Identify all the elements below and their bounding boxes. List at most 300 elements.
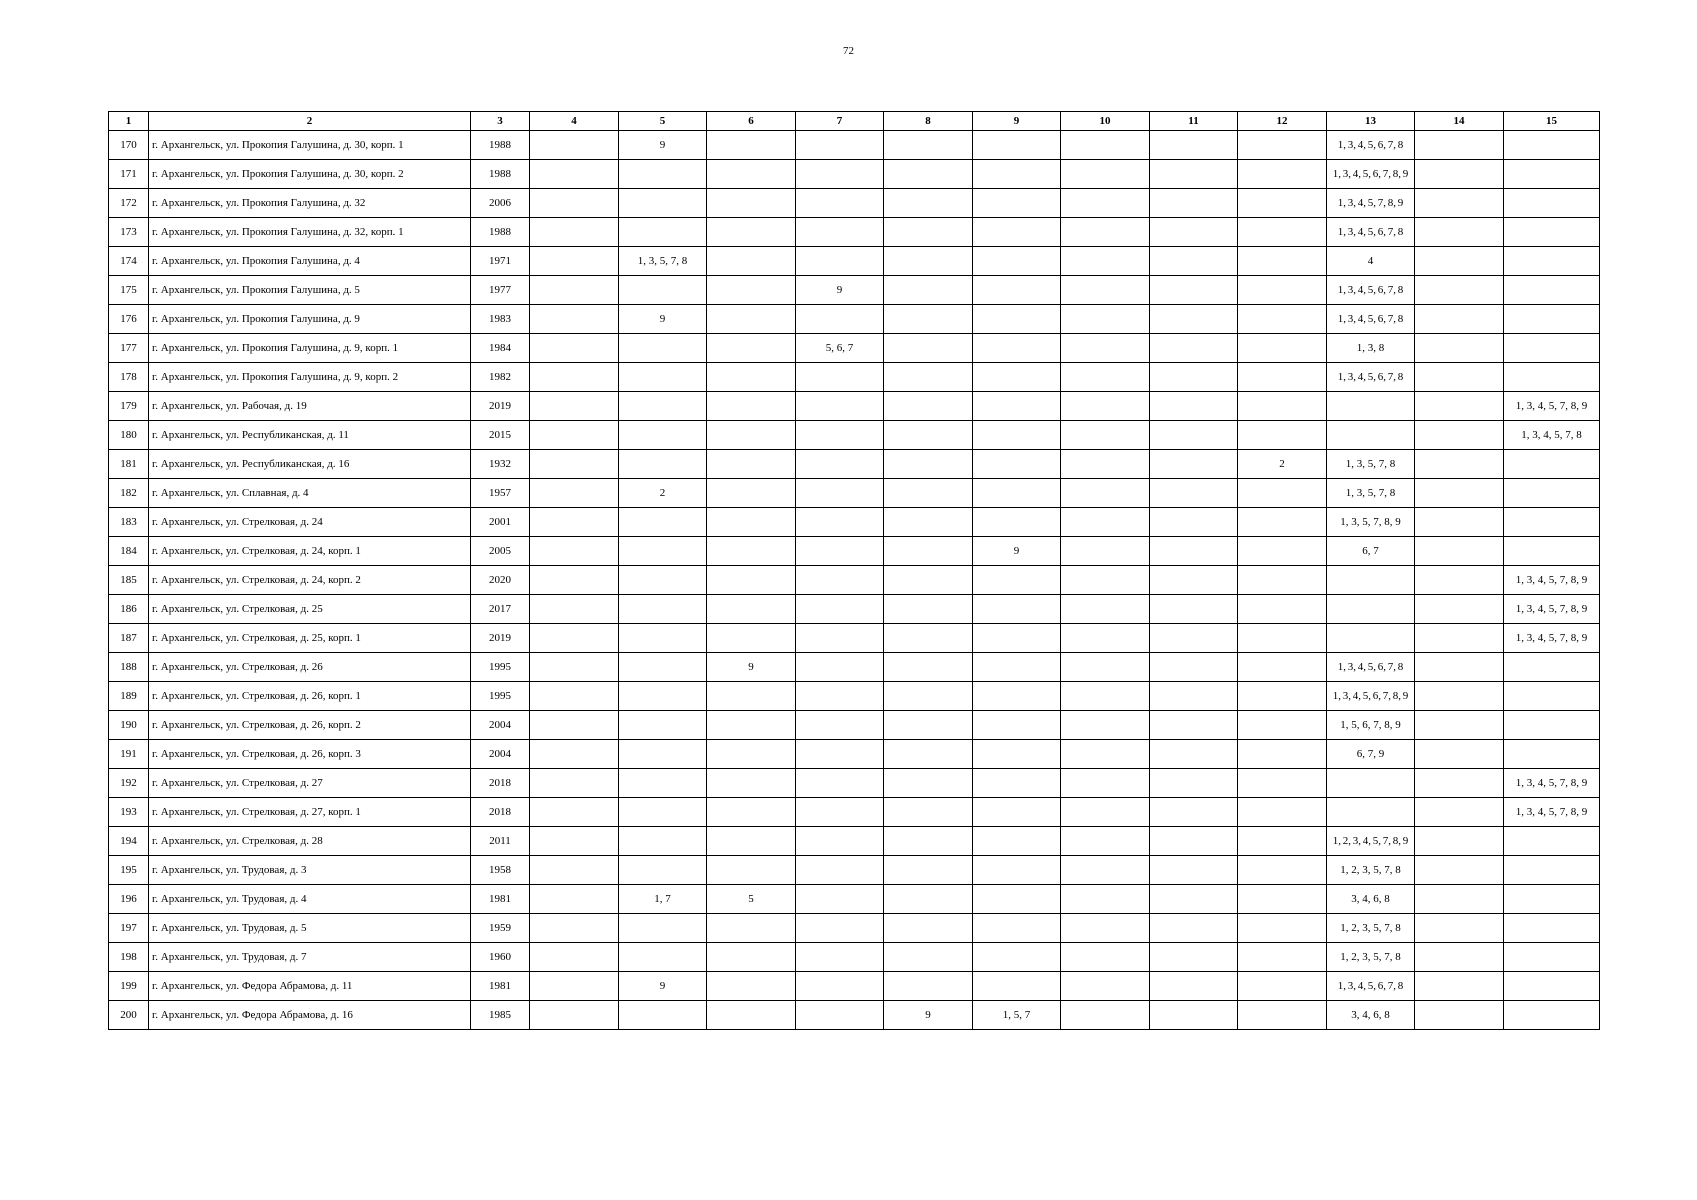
- column-header-1: 1: [109, 112, 149, 131]
- table-cell: [973, 624, 1061, 653]
- table-cell: [884, 653, 973, 682]
- table-cell: [1415, 624, 1504, 653]
- table-cell: [1415, 798, 1504, 827]
- table-cell: [1150, 972, 1238, 1001]
- table-cell: [530, 276, 619, 305]
- table-cell: [1238, 1001, 1327, 1030]
- table-cell: [796, 392, 884, 421]
- table-cell: [1327, 421, 1415, 450]
- table-cell: [530, 885, 619, 914]
- table-cell: [796, 363, 884, 392]
- table-cell: [619, 421, 707, 450]
- table-cell: [1415, 334, 1504, 363]
- table-cell: [1061, 566, 1150, 595]
- table-cell: [1415, 276, 1504, 305]
- table-cell: [707, 421, 796, 450]
- table-cell: [1238, 798, 1327, 827]
- table-cell: [973, 305, 1061, 334]
- table-row: [109, 798, 1600, 827]
- address-cell: г. Архангельск, ул. Прокопия Галушина, д. 4: [149, 247, 471, 276]
- table-cell: [530, 972, 619, 1001]
- table-cell: 6, 7: [1327, 537, 1415, 566]
- table-cell: 1, 3, 4, 5, 6, 7, 8: [1327, 131, 1415, 160]
- table-cell: 1, 5, 7: [973, 1001, 1061, 1030]
- table-cell: [1061, 914, 1150, 943]
- table-cell: 1, 3, 4, 5, 7, 8, 9: [1504, 769, 1600, 798]
- table-cell: [884, 769, 973, 798]
- table-cell: [619, 769, 707, 798]
- table-cell: [1061, 885, 1150, 914]
- table-cell: [1150, 711, 1238, 740]
- table-cell: [1150, 827, 1238, 856]
- table-cell: [1238, 421, 1327, 450]
- table-cell: [1415, 711, 1504, 740]
- address-cell: г. Архангельск, ул. Федора Абрамова, д. 16: [149, 1001, 471, 1030]
- address-cell: г. Архангельск, ул. Прокопия Галушина, д. 5: [149, 276, 471, 305]
- column-header-7: 7: [796, 112, 884, 131]
- table-row: [109, 885, 1600, 914]
- table-cell: [1415, 740, 1504, 769]
- table-cell: [1061, 247, 1150, 276]
- table-cell: [707, 1001, 796, 1030]
- row-number-cell: 183: [109, 508, 149, 537]
- table-cell: [973, 972, 1061, 1001]
- table-cell: [530, 508, 619, 537]
- table-cell: [973, 856, 1061, 885]
- table-cell: 9: [973, 537, 1061, 566]
- address-cell: г. Архангельск, ул. Стрелковая, д. 27: [149, 769, 471, 798]
- table-cell: [707, 160, 796, 189]
- table-cell: [973, 392, 1061, 421]
- table-row: [109, 189, 1600, 218]
- table-cell: 9: [796, 276, 884, 305]
- table-cell: [1415, 363, 1504, 392]
- housing-register-table: [108, 111, 1600, 1030]
- table-cell: [1238, 624, 1327, 653]
- table-cell: [1504, 276, 1600, 305]
- table-cell: 2005: [471, 537, 530, 566]
- table-cell: [1150, 218, 1238, 247]
- table-cell: 1, 3, 4, 5, 6, 7, 8: [1327, 218, 1415, 247]
- table-cell: [530, 769, 619, 798]
- table-cell: [1504, 305, 1600, 334]
- table-cell: [1150, 334, 1238, 363]
- table-cell: [796, 624, 884, 653]
- table-cell: [1061, 653, 1150, 682]
- table-cell: [1415, 972, 1504, 1001]
- table-cell: [1238, 479, 1327, 508]
- table-cell: 4: [1327, 247, 1415, 276]
- table-cell: [1504, 711, 1600, 740]
- table-cell: [973, 566, 1061, 595]
- table-cell: [796, 740, 884, 769]
- row-number-cell: 182: [109, 479, 149, 508]
- table-cell: 5: [707, 885, 796, 914]
- table-cell: 1985: [471, 1001, 530, 1030]
- table-cell: [1150, 276, 1238, 305]
- table-cell: [884, 305, 973, 334]
- table-cell: 1988: [471, 131, 530, 160]
- table-cell: [707, 450, 796, 479]
- table-row: [109, 247, 1600, 276]
- table-cell: [619, 508, 707, 537]
- table-cell: [530, 595, 619, 624]
- table-cell: 1981: [471, 972, 530, 1001]
- table-row: [109, 595, 1600, 624]
- table-cell: 5, 6, 7: [796, 334, 884, 363]
- table-cell: [884, 711, 973, 740]
- table-cell: [619, 537, 707, 566]
- table-cell: [796, 160, 884, 189]
- column-header-8: 8: [884, 112, 973, 131]
- address-cell: г. Архангельск, ул. Стрелковая, д. 26, корп. 3: [149, 740, 471, 769]
- table-row: [109, 566, 1600, 595]
- table-cell: [796, 769, 884, 798]
- table-cell: [973, 276, 1061, 305]
- table-cell: [1238, 218, 1327, 247]
- table-cell: [1150, 479, 1238, 508]
- table-cell: [1061, 421, 1150, 450]
- table-cell: [1061, 624, 1150, 653]
- table-cell: [1415, 450, 1504, 479]
- column-header-5: 5: [619, 112, 707, 131]
- row-number-cell: 175: [109, 276, 149, 305]
- table-cell: [619, 943, 707, 972]
- table-cell: 1, 3, 4, 5, 6, 7, 8: [1327, 363, 1415, 392]
- table-cell: 1995: [471, 682, 530, 711]
- table-cell: [1504, 827, 1600, 856]
- table-cell: [1150, 624, 1238, 653]
- table-cell: [1238, 276, 1327, 305]
- address-cell: г. Архангельск, ул. Республиканская, д. 11: [149, 421, 471, 450]
- table-cell: [796, 421, 884, 450]
- table-cell: [1504, 508, 1600, 537]
- table-cell: [796, 131, 884, 160]
- table-cell: [973, 363, 1061, 392]
- table-cell: [1061, 682, 1150, 711]
- table-cell: [796, 682, 884, 711]
- address-cell: г. Архангельск, ул. Трудовая, д. 4: [149, 885, 471, 914]
- table-cell: [1415, 566, 1504, 595]
- table-cell: [707, 595, 796, 624]
- row-number-cell: 187: [109, 624, 149, 653]
- table-cell: [884, 392, 973, 421]
- table-cell: [707, 740, 796, 769]
- table-cell: [884, 856, 973, 885]
- table-cell: [884, 885, 973, 914]
- table-cell: [1504, 740, 1600, 769]
- table-cell: [796, 189, 884, 218]
- table-cell: [973, 508, 1061, 537]
- table-row: [109, 1001, 1600, 1030]
- table-cell: [1327, 798, 1415, 827]
- row-number-cell: 200: [109, 1001, 149, 1030]
- table-cell: [1415, 305, 1504, 334]
- table-cell: [619, 624, 707, 653]
- row-number-cell: 188: [109, 653, 149, 682]
- address-cell: г. Архангельск, ул. Стрелковая, д. 25: [149, 595, 471, 624]
- table-cell: [1061, 160, 1150, 189]
- row-number-cell: 184: [109, 537, 149, 566]
- table-row: [109, 653, 1600, 682]
- table-cell: [530, 740, 619, 769]
- table-cell: [884, 827, 973, 856]
- table-cell: [1061, 479, 1150, 508]
- row-number-cell: 172: [109, 189, 149, 218]
- table-cell: 1, 3, 4, 5, 7, 8, 9: [1504, 798, 1600, 827]
- table-cell: [1238, 769, 1327, 798]
- table-cell: 1960: [471, 943, 530, 972]
- table-cell: [707, 479, 796, 508]
- table-cell: [530, 218, 619, 247]
- row-number-cell: 190: [109, 711, 149, 740]
- address-cell: г. Архангельск, ул. Прокопия Галушина, д. 32, корп. 1: [149, 218, 471, 247]
- table-cell: [796, 885, 884, 914]
- table-row: [109, 769, 1600, 798]
- address-cell: г. Архангельск, ул. Прокопия Галушина, д. 30, корп. 2: [149, 160, 471, 189]
- table-cell: [530, 479, 619, 508]
- table-cell: [530, 450, 619, 479]
- table-cell: [619, 160, 707, 189]
- row-number-cell: 177: [109, 334, 149, 363]
- table-cell: 2017: [471, 595, 530, 624]
- table-cell: [884, 363, 973, 392]
- table-cell: [1150, 450, 1238, 479]
- table-cell: [619, 566, 707, 595]
- table-cell: [619, 798, 707, 827]
- table-cell: [973, 189, 1061, 218]
- table-cell: [796, 943, 884, 972]
- table-cell: [619, 189, 707, 218]
- table-cell: [530, 943, 619, 972]
- table-cell: [619, 653, 707, 682]
- row-number-cell: 198: [109, 943, 149, 972]
- table-row: [109, 276, 1600, 305]
- table-cell: [796, 595, 884, 624]
- table-cell: 1, 2, 3, 5, 7, 8: [1327, 856, 1415, 885]
- table-cell: [1061, 856, 1150, 885]
- table-cell: 1, 3, 5, 7, 8: [619, 247, 707, 276]
- table-cell: [530, 247, 619, 276]
- table-row: [109, 508, 1600, 537]
- table-cell: 2020: [471, 566, 530, 595]
- table-cell: [707, 827, 796, 856]
- table-cell: [1150, 305, 1238, 334]
- page-number: 72: [843, 45, 854, 57]
- table-cell: [619, 218, 707, 247]
- table-cell: [796, 566, 884, 595]
- table-cell: 1, 5, 6, 7, 8, 9: [1327, 711, 1415, 740]
- table-cell: [1150, 885, 1238, 914]
- table-row: [109, 624, 1600, 653]
- table-cell: [796, 1001, 884, 1030]
- table-cell: 1, 3, 4, 5, 7, 8, 9: [1504, 595, 1600, 624]
- table-cell: [884, 972, 973, 1001]
- table-cell: [530, 827, 619, 856]
- table-cell: [1238, 682, 1327, 711]
- address-cell: г. Архангельск, ул. Трудовая, д. 5: [149, 914, 471, 943]
- table-cell: [1415, 769, 1504, 798]
- table-cell: [1415, 247, 1504, 276]
- table-cell: [1504, 247, 1600, 276]
- table-cell: 1984: [471, 334, 530, 363]
- table-cell: [1061, 450, 1150, 479]
- table-cell: [1238, 711, 1327, 740]
- table-row: [109, 218, 1600, 247]
- table-cell: [1150, 247, 1238, 276]
- table-cell: 2006: [471, 189, 530, 218]
- address-cell: г. Архангельск, ул. Стрелковая, д. 24, корп. 1: [149, 537, 471, 566]
- table-cell: [796, 247, 884, 276]
- table-cell: 3, 4, 6, 8: [1327, 885, 1415, 914]
- row-number-cell: 197: [109, 914, 149, 943]
- address-cell: г. Архангельск, ул. Трудовая, д. 3: [149, 856, 471, 885]
- table-cell: [1238, 247, 1327, 276]
- table-cell: [884, 160, 973, 189]
- table-cell: 1958: [471, 856, 530, 885]
- table-cell: [1504, 682, 1600, 711]
- table-cell: [1415, 189, 1504, 218]
- table-cell: [1504, 885, 1600, 914]
- table-cell: [1061, 363, 1150, 392]
- table-cell: [1415, 914, 1504, 943]
- table-cell: [796, 856, 884, 885]
- table-cell: 1, 3, 4, 5, 6, 7, 8: [1327, 276, 1415, 305]
- table-cell: [1238, 856, 1327, 885]
- table-row: [109, 914, 1600, 943]
- column-header-10: 10: [1061, 112, 1150, 131]
- table-cell: [1150, 131, 1238, 160]
- table-cell: 1, 3, 5, 7, 8, 9: [1327, 508, 1415, 537]
- table-cell: [1415, 827, 1504, 856]
- table-cell: [1327, 624, 1415, 653]
- table-cell: [707, 711, 796, 740]
- table-cell: [1238, 827, 1327, 856]
- table-cell: [973, 827, 1061, 856]
- table-cell: [530, 160, 619, 189]
- row-number-cell: 179: [109, 392, 149, 421]
- table-cell: 1982: [471, 363, 530, 392]
- table-cell: [1238, 189, 1327, 218]
- table-cell: [1061, 740, 1150, 769]
- table-cell: [1238, 305, 1327, 334]
- table-cell: [1150, 189, 1238, 218]
- table-row: [109, 972, 1600, 1001]
- address-cell: г. Архангельск, ул. Стрелковая, д. 25, корп. 1: [149, 624, 471, 653]
- table-cell: [707, 914, 796, 943]
- table-cell: [707, 131, 796, 160]
- table-cell: [1415, 653, 1504, 682]
- table-cell: [884, 682, 973, 711]
- table-cell: [707, 392, 796, 421]
- row-number-cell: 195: [109, 856, 149, 885]
- table-cell: 1, 2, 3, 4, 5, 7, 8, 9: [1327, 827, 1415, 856]
- table-row: [109, 856, 1600, 885]
- table-cell: [1504, 479, 1600, 508]
- table-cell: [884, 508, 973, 537]
- table-cell: [1415, 508, 1504, 537]
- table-cell: [1238, 914, 1327, 943]
- table-cell: 1977: [471, 276, 530, 305]
- table-cell: [973, 131, 1061, 160]
- table-cell: 1, 3, 4, 5, 6, 7, 8, 9: [1327, 682, 1415, 711]
- table-cell: [1504, 972, 1600, 1001]
- table-row: [109, 392, 1600, 421]
- table-cell: [1150, 914, 1238, 943]
- table-cell: [1150, 798, 1238, 827]
- address-cell: г. Архангельск, ул. Стрелковая, д. 28: [149, 827, 471, 856]
- table-cell: [530, 421, 619, 450]
- table-cell: [1415, 885, 1504, 914]
- table-cell: [1415, 392, 1504, 421]
- table-cell: 9: [619, 131, 707, 160]
- table-cell: [1061, 334, 1150, 363]
- table-cell: [619, 711, 707, 740]
- table-cell: [619, 334, 707, 363]
- column-header-13: 13: [1327, 112, 1415, 131]
- table-cell: [707, 682, 796, 711]
- row-number-cell: 178: [109, 363, 149, 392]
- row-number-cell: 174: [109, 247, 149, 276]
- table-cell: [796, 914, 884, 943]
- column-header-12: 12: [1238, 112, 1327, 131]
- table-cell: [796, 479, 884, 508]
- table-cell: [884, 943, 973, 972]
- table-cell: [1415, 943, 1504, 972]
- row-number-cell: 180: [109, 421, 149, 450]
- table-row: [109, 160, 1600, 189]
- table-cell: [1150, 1001, 1238, 1030]
- address-cell: г. Архангельск, ул. Федора Абрамова, д. 11: [149, 972, 471, 1001]
- table-cell: [1327, 595, 1415, 624]
- table-cell: [707, 856, 796, 885]
- table-cell: [530, 334, 619, 363]
- table-cell: [530, 914, 619, 943]
- table-cell: 1, 3, 4, 5, 7, 8, 9: [1504, 566, 1600, 595]
- row-number-cell: 199: [109, 972, 149, 1001]
- table-cell: [1061, 798, 1150, 827]
- row-number-cell: 186: [109, 595, 149, 624]
- table-cell: [1150, 653, 1238, 682]
- table-header-row: [109, 112, 1600, 131]
- table-cell: [796, 798, 884, 827]
- table-cell: [884, 189, 973, 218]
- address-cell: г. Архангельск, ул. Стрелковая, д. 24: [149, 508, 471, 537]
- table-cell: 1959: [471, 914, 530, 943]
- table-cell: [707, 363, 796, 392]
- table-cell: [1238, 595, 1327, 624]
- table-cell: [707, 247, 796, 276]
- table-cell: [884, 595, 973, 624]
- table-cell: 1, 3, 5, 7, 8: [1327, 479, 1415, 508]
- table-cell: [707, 624, 796, 653]
- table-cell: [1504, 856, 1600, 885]
- row-number-cell: 192: [109, 769, 149, 798]
- table-cell: 1, 3, 4, 5, 7, 8, 9: [1504, 624, 1600, 653]
- table-cell: [1238, 740, 1327, 769]
- table-cell: 1995: [471, 653, 530, 682]
- table-cell: 2018: [471, 769, 530, 798]
- table-row: [109, 479, 1600, 508]
- table-cell: [619, 1001, 707, 1030]
- table-cell: [1150, 508, 1238, 537]
- table-cell: [530, 131, 619, 160]
- table-cell: [530, 363, 619, 392]
- table-cell: [1061, 276, 1150, 305]
- table-cell: [884, 740, 973, 769]
- table-row: [109, 421, 1600, 450]
- table-cell: [1150, 160, 1238, 189]
